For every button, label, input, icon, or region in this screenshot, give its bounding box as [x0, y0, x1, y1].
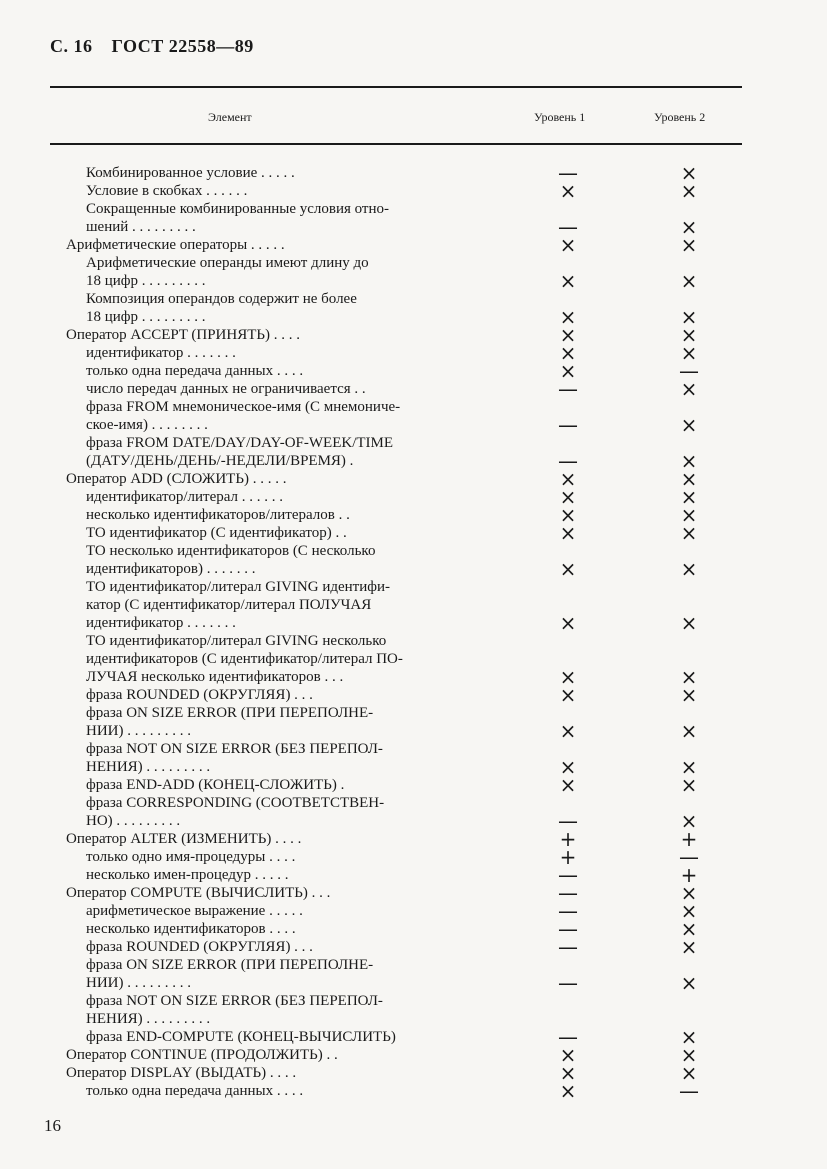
element-name: Арифметические операнды имеют длину до	[86, 255, 369, 271]
element-name: НИИ) . . . . . . . . .	[86, 723, 191, 739]
level2-mark: ×	[680, 467, 698, 491]
element-name: Сокращенные комбинированные условия отно-	[86, 201, 390, 217]
level2-mark: ×	[680, 161, 698, 185]
element-name: Композиция операндов содержит не более	[86, 291, 357, 307]
level1-mark: —	[558, 935, 578, 959]
level1-mark: ×	[559, 359, 577, 383]
level2-mark: ×	[680, 809, 698, 833]
table-row	[0, 794, 827, 812]
level1-mark: —	[558, 899, 578, 923]
level1-mark: ×	[559, 521, 577, 545]
table-row	[0, 665, 827, 689]
table-row	[0, 611, 827, 635]
element-name: несколько идентификаторов/литералов . .	[86, 507, 350, 523]
table-row	[0, 503, 827, 527]
level2-mark: ×	[680, 1043, 698, 1067]
level1-mark: ×	[559, 665, 577, 689]
element-name: ское-имя) . . . . . . . .	[86, 417, 208, 433]
level1-mark: ×	[559, 1079, 577, 1103]
level1-mark: +	[559, 827, 577, 851]
table-row	[0, 863, 827, 887]
element-name: фраза NOT ON SIZE ERROR (БЕЗ ПЕРЕПОЛ-	[86, 993, 383, 1009]
table-row	[0, 578, 827, 596]
element-name: фраза END-ADD (КОНЕЦ-СЛОЖИТЬ) .	[86, 777, 345, 793]
level1-mark: ×	[559, 719, 577, 743]
level2-mark: ×	[680, 269, 698, 293]
table-row	[0, 719, 827, 743]
level2-mark: ×	[680, 521, 698, 545]
page-header	[50, 36, 268, 57]
table-row	[0, 485, 827, 509]
level1-mark: ×	[559, 467, 577, 491]
element-name: фраза CORRESPONDING (СООТВЕТСТВЕН-	[86, 795, 385, 811]
element-name: Оператор CONTINUE (ПРОДОЛЖИТЬ) . .	[66, 1047, 338, 1063]
element-name: Оператор DISPLAY (ВЫДАТЬ) . . . .	[66, 1065, 297, 1081]
table-row	[0, 290, 827, 308]
table-row	[0, 341, 827, 365]
level2-mark: ×	[680, 179, 698, 203]
element-name: только одно имя-процедуры . . . .	[86, 849, 296, 865]
level2-mark: ×	[680, 773, 698, 797]
table-row	[0, 323, 827, 347]
element-name: фраза ROUNDED (ОКРУГЛЯЯ) . . .	[86, 687, 313, 703]
table-row	[0, 161, 827, 185]
element-name: Оператор COMPUTE (ВЫЧИСЛИТЬ) . . .	[66, 885, 331, 901]
level2-mark: ×	[680, 719, 698, 743]
level1-mark: ×	[559, 683, 577, 707]
element-name: несколько имен-процедур . . . . .	[86, 867, 289, 883]
level1-mark: ×	[559, 1061, 577, 1085]
table-row	[0, 917, 827, 941]
level1-mark: —	[558, 917, 578, 941]
element-name: 18 цифр . . . . . . . . .	[86, 309, 206, 325]
element-name: фраза END-COMPUTE (КОНЕЦ-ВЫЧИСЛИТЬ)	[86, 1029, 396, 1045]
element-name: TO несколько идентификаторов (С несколько	[86, 543, 376, 559]
table-row	[0, 935, 827, 959]
element-name: ЛУЧАЯ несколько идентификаторов . . .	[86, 669, 344, 685]
table-row	[0, 398, 827, 416]
level2-mark: ×	[680, 1061, 698, 1085]
element-name: НИИ) . . . . . . . . .	[86, 975, 191, 991]
table-row	[0, 233, 827, 257]
level1-mark: ×	[559, 233, 577, 257]
element-name: фраза NOT ON SIZE ERROR (БЕЗ ПЕРЕПОЛ-	[86, 741, 383, 757]
level1-mark: —	[558, 413, 578, 437]
level1-mark: —	[558, 161, 578, 185]
table-row	[0, 1061, 827, 1085]
level2-mark: ×	[680, 935, 698, 959]
level2-mark: +	[680, 827, 698, 851]
level1-mark: ×	[559, 485, 577, 509]
table-row	[0, 899, 827, 923]
table-row	[0, 1025, 827, 1049]
table-row	[0, 542, 827, 560]
element-name: Комбинированное условие . . . . .	[86, 165, 295, 181]
level2-mark: ×	[680, 683, 698, 707]
level2-mark: ×	[680, 233, 698, 257]
level1-mark: ×	[559, 1043, 577, 1067]
table-row	[0, 809, 827, 833]
element-name: шений . . . . . . . . .	[86, 219, 196, 235]
header-bottom-rule	[50, 143, 742, 145]
element-name: только одна передача данных . . . .	[86, 363, 304, 379]
level2-mark: ×	[680, 881, 698, 905]
element-name: TO идентификатор/литерал GIVING несколько	[86, 633, 387, 649]
level1-mark: ×	[559, 341, 577, 365]
table-row	[0, 1079, 827, 1103]
requirements-table	[0, 161, 827, 1103]
table-row	[0, 359, 827, 383]
level2-mark: ×	[680, 755, 698, 779]
element-name: Арифметические операторы . . . . .	[66, 237, 285, 253]
element-name: несколько идентификаторов . . . .	[86, 921, 296, 937]
element-name: фраза FROM DATE/DAY/DAY-OF-WEEK/TIME	[86, 435, 394, 451]
level1-mark: ×	[559, 611, 577, 635]
level1-mark: ×	[559, 557, 577, 581]
element-name: идентификатор . . . . . . .	[86, 345, 236, 361]
table-row	[0, 755, 827, 779]
level1-mark: ×	[559, 305, 577, 329]
level2-mark: ×	[680, 413, 698, 437]
level2-mark: ×	[680, 485, 698, 509]
level1-mark: ×	[559, 755, 577, 779]
level2-mark: ×	[680, 323, 698, 347]
level1-mark: ×	[559, 179, 577, 203]
element-name: только одна передача данных . . . .	[86, 1083, 304, 1099]
table-row	[0, 632, 827, 650]
element-name: идентификаторов (С идентификатор/литерал ПО-	[86, 651, 403, 667]
level2-mark: ×	[680, 377, 698, 401]
table-row	[0, 704, 827, 722]
table-row	[0, 740, 827, 758]
table-row	[0, 305, 827, 329]
level2-mark: ×	[680, 341, 698, 365]
table-row	[0, 773, 827, 797]
level1-mark: —	[558, 809, 578, 833]
element-name: (ДАТУ/ДЕНЬ/ДЕНЬ/-НЕДЕЛИ/ВРЕМЯ) .	[86, 453, 354, 469]
element-name: идентификаторов) . . . . . . .	[86, 561, 256, 577]
element-name: идентификатор/литерал . . . . . .	[86, 489, 284, 505]
table-row	[0, 650, 827, 668]
standard-title: ГОСТ 22558—89	[111, 36, 254, 56]
table-row	[0, 596, 827, 614]
element-name: НЕНИЯ) . . . . . . . . .	[86, 1011, 211, 1027]
level2-mark: ×	[680, 1025, 698, 1049]
level1-mark: +	[559, 845, 577, 869]
element-name: арифметическое выражение . . . . .	[86, 903, 303, 919]
element-name: TO идентификатор/литерал GIVING идентифи-	[86, 579, 390, 595]
level2-mark: ×	[680, 557, 698, 581]
level1-mark: —	[558, 449, 578, 473]
table-row	[0, 179, 827, 203]
level1-mark: ×	[559, 269, 577, 293]
table-row	[0, 254, 827, 272]
table-row	[0, 413, 827, 437]
table-row	[0, 449, 827, 473]
table-row	[0, 956, 827, 974]
level2-mark: ×	[680, 971, 698, 995]
table-row	[0, 557, 827, 581]
column-header-element: Элемент	[208, 110, 252, 124]
element-name: TO идентификатор (С идентификатор) . .	[86, 525, 347, 541]
level1-mark: —	[558, 377, 578, 401]
level1-mark: —	[558, 971, 578, 995]
column-header-level2: Уровень 2	[654, 110, 706, 124]
element-name: Условие в скобках . . . . . .	[86, 183, 248, 199]
element-name: фраза ON SIZE ERROR (ПРИ ПЕРЕПОЛНЕ-	[86, 705, 374, 721]
column-header-level1: Уровень 1	[534, 110, 586, 124]
table-row	[0, 1010, 827, 1028]
level2-mark: —	[679, 1079, 699, 1103]
level2-mark: ×	[680, 917, 698, 941]
element-name: фраза ROUNDED (ОКРУГЛЯЯ) . . .	[86, 939, 313, 955]
element-name: катор (С идентификатор/литерал ПОЛУЧАЯ	[86, 597, 372, 613]
table-row	[0, 377, 827, 401]
level2-mark: —	[679, 845, 699, 869]
table-row	[0, 467, 827, 491]
level2-mark: ×	[680, 611, 698, 635]
level1-mark: ×	[559, 503, 577, 527]
table-row	[0, 200, 827, 218]
level1-mark: —	[558, 1025, 578, 1049]
table-row	[0, 992, 827, 1010]
level2-mark: ×	[680, 305, 698, 329]
level2-mark: ×	[680, 449, 698, 473]
table-row	[0, 971, 827, 995]
element-name: НЕНИЯ) . . . . . . . . .	[86, 759, 211, 775]
table-row	[0, 881, 827, 905]
page-number: 16	[44, 1116, 61, 1135]
table-row	[0, 521, 827, 545]
level1-mark: —	[558, 215, 578, 239]
level1-mark: —	[558, 881, 578, 905]
level1-mark: ×	[559, 773, 577, 797]
element-name: 18 цифр . . . . . . . . .	[86, 273, 206, 289]
level2-mark: +	[680, 863, 698, 887]
element-name: Оператор ALTER (ИЗМЕНИТЬ) . . . .	[66, 831, 302, 847]
table-row	[0, 827, 827, 851]
level1-mark: —	[558, 863, 578, 887]
element-name: Оператор ACCEPT (ПРИНЯТЬ) . . . .	[66, 327, 300, 343]
element-name: фраза ON SIZE ERROR (ПРИ ПЕРЕПОЛНЕ-	[86, 957, 374, 973]
header-top-rule	[50, 86, 742, 88]
level1-mark: ×	[559, 323, 577, 347]
table-row	[0, 845, 827, 869]
element-name: идентификатор . . . . . . .	[86, 615, 236, 631]
table-row	[0, 1043, 827, 1067]
element-name: НО) . . . . . . . . .	[86, 813, 181, 829]
page-label: С. 16	[50, 36, 93, 56]
table-row	[0, 269, 827, 293]
level2-mark: —	[679, 359, 699, 383]
table-row	[0, 215, 827, 239]
level2-mark: ×	[680, 215, 698, 239]
table-row	[0, 434, 827, 452]
level2-mark: ×	[680, 899, 698, 923]
level2-mark: ×	[680, 503, 698, 527]
table-row	[0, 683, 827, 707]
element-name: Оператор ADD (СЛОЖИТЬ) . . . . .	[66, 471, 287, 487]
element-name: фраза FROM мнемоническое-имя (С мнемониче-	[86, 399, 401, 415]
level2-mark: ×	[680, 665, 698, 689]
element-name: число передач данных не ограничивается . .	[86, 381, 366, 397]
